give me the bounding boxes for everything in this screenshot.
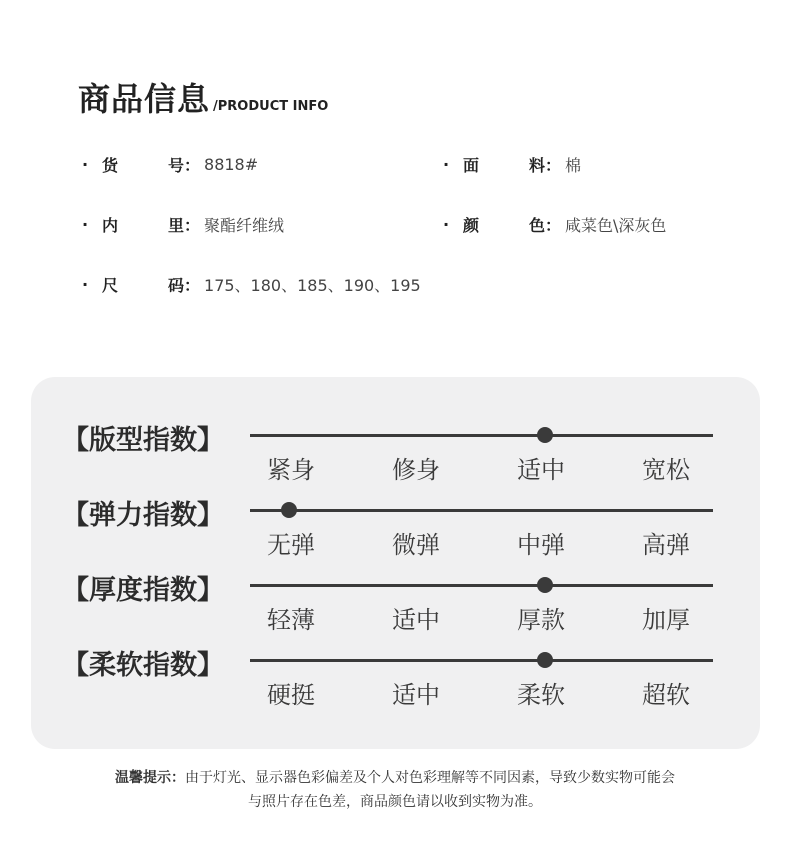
notice-prefix: 温馨提示：	[115, 770, 185, 786]
label-char-2: 色：	[529, 216, 562, 235]
fit-option: 紧身	[267, 456, 315, 484]
info-color	[443, 213, 666, 236]
label-char-2: 里：	[168, 216, 201, 235]
info-fabric	[443, 153, 581, 176]
thickness-option: 厚款	[517, 606, 565, 634]
label-char-1: 货	[102, 156, 119, 175]
info-item-number	[82, 153, 258, 176]
elasticity-option: 微弹	[392, 531, 440, 559]
softness-option: 硬挺	[267, 681, 315, 709]
fabric-value: 棉	[565, 156, 582, 175]
fit-option: 适中	[517, 456, 565, 484]
label-char-1: 内	[102, 216, 119, 235]
bullet: ·	[82, 275, 89, 294]
bullet: ·	[82, 215, 89, 234]
fit-option: 修身	[392, 456, 440, 484]
notice-text-1: 由于灯光、显示器色彩偏差及个人对色彩理解等不同因素，导致少数实物可能会	[185, 770, 675, 786]
page-title	[78, 74, 328, 120]
thickness-option: 加厚	[642, 606, 690, 634]
thickness-index-label: 【厚度指数】	[62, 575, 224, 606]
label-char-2: 号：	[168, 156, 201, 175]
info-lining	[82, 213, 284, 236]
title-english: /PRODUCT INFO	[213, 99, 329, 114]
softness-index-label: 【柔软指数】	[62, 650, 224, 681]
label-char-1: 颜	[463, 216, 480, 235]
elasticity-index-marker	[281, 502, 297, 518]
info-size	[82, 273, 421, 296]
thickness-index-marker	[537, 577, 553, 593]
elasticity-option: 无弹	[267, 531, 315, 559]
thickness-option: 适中	[392, 606, 440, 634]
notice-line-2	[0, 791, 790, 811]
elasticity-index-scale	[250, 509, 713, 512]
fit-index-marker	[537, 427, 553, 443]
label-char-2: 料：	[529, 156, 562, 175]
fit-option: 宽松	[642, 456, 690, 484]
label-char-1: 面	[463, 156, 480, 175]
label-char-2: 码：	[168, 276, 201, 295]
thickness-option: 轻薄	[267, 606, 315, 634]
elasticity-index-label: 【弹力指数】	[62, 500, 224, 531]
bullet: ·	[443, 215, 450, 234]
bullet: ·	[82, 155, 89, 174]
elasticity-option: 中弹	[517, 531, 565, 559]
notice-line-1	[0, 767, 790, 787]
item-number-value: 8818#	[204, 155, 259, 174]
bullet: ·	[443, 155, 450, 174]
softness-option: 适中	[392, 681, 440, 709]
softness-option: 超软	[642, 681, 690, 709]
lining-value: 聚酯纤维绒	[204, 216, 285, 235]
elasticity-option: 高弹	[642, 531, 690, 559]
thickness-index-scale	[250, 584, 713, 587]
title-chinese: 商品信息	[78, 80, 211, 118]
size-value: 175、180、185、190、195	[204, 276, 421, 295]
label-char-1: 尺	[102, 276, 119, 295]
notice-text-2: 与照片存在色差，商品颜色请以收到实物为准。	[248, 794, 542, 810]
softness-option: 柔软	[517, 681, 565, 709]
color-value: 咸菜色\深灰色	[565, 216, 667, 235]
softness-index-scale	[250, 659, 713, 662]
fit-index-label: 【版型指数】	[62, 425, 224, 456]
softness-index-marker	[537, 652, 553, 668]
fit-index-scale	[250, 434, 713, 437]
